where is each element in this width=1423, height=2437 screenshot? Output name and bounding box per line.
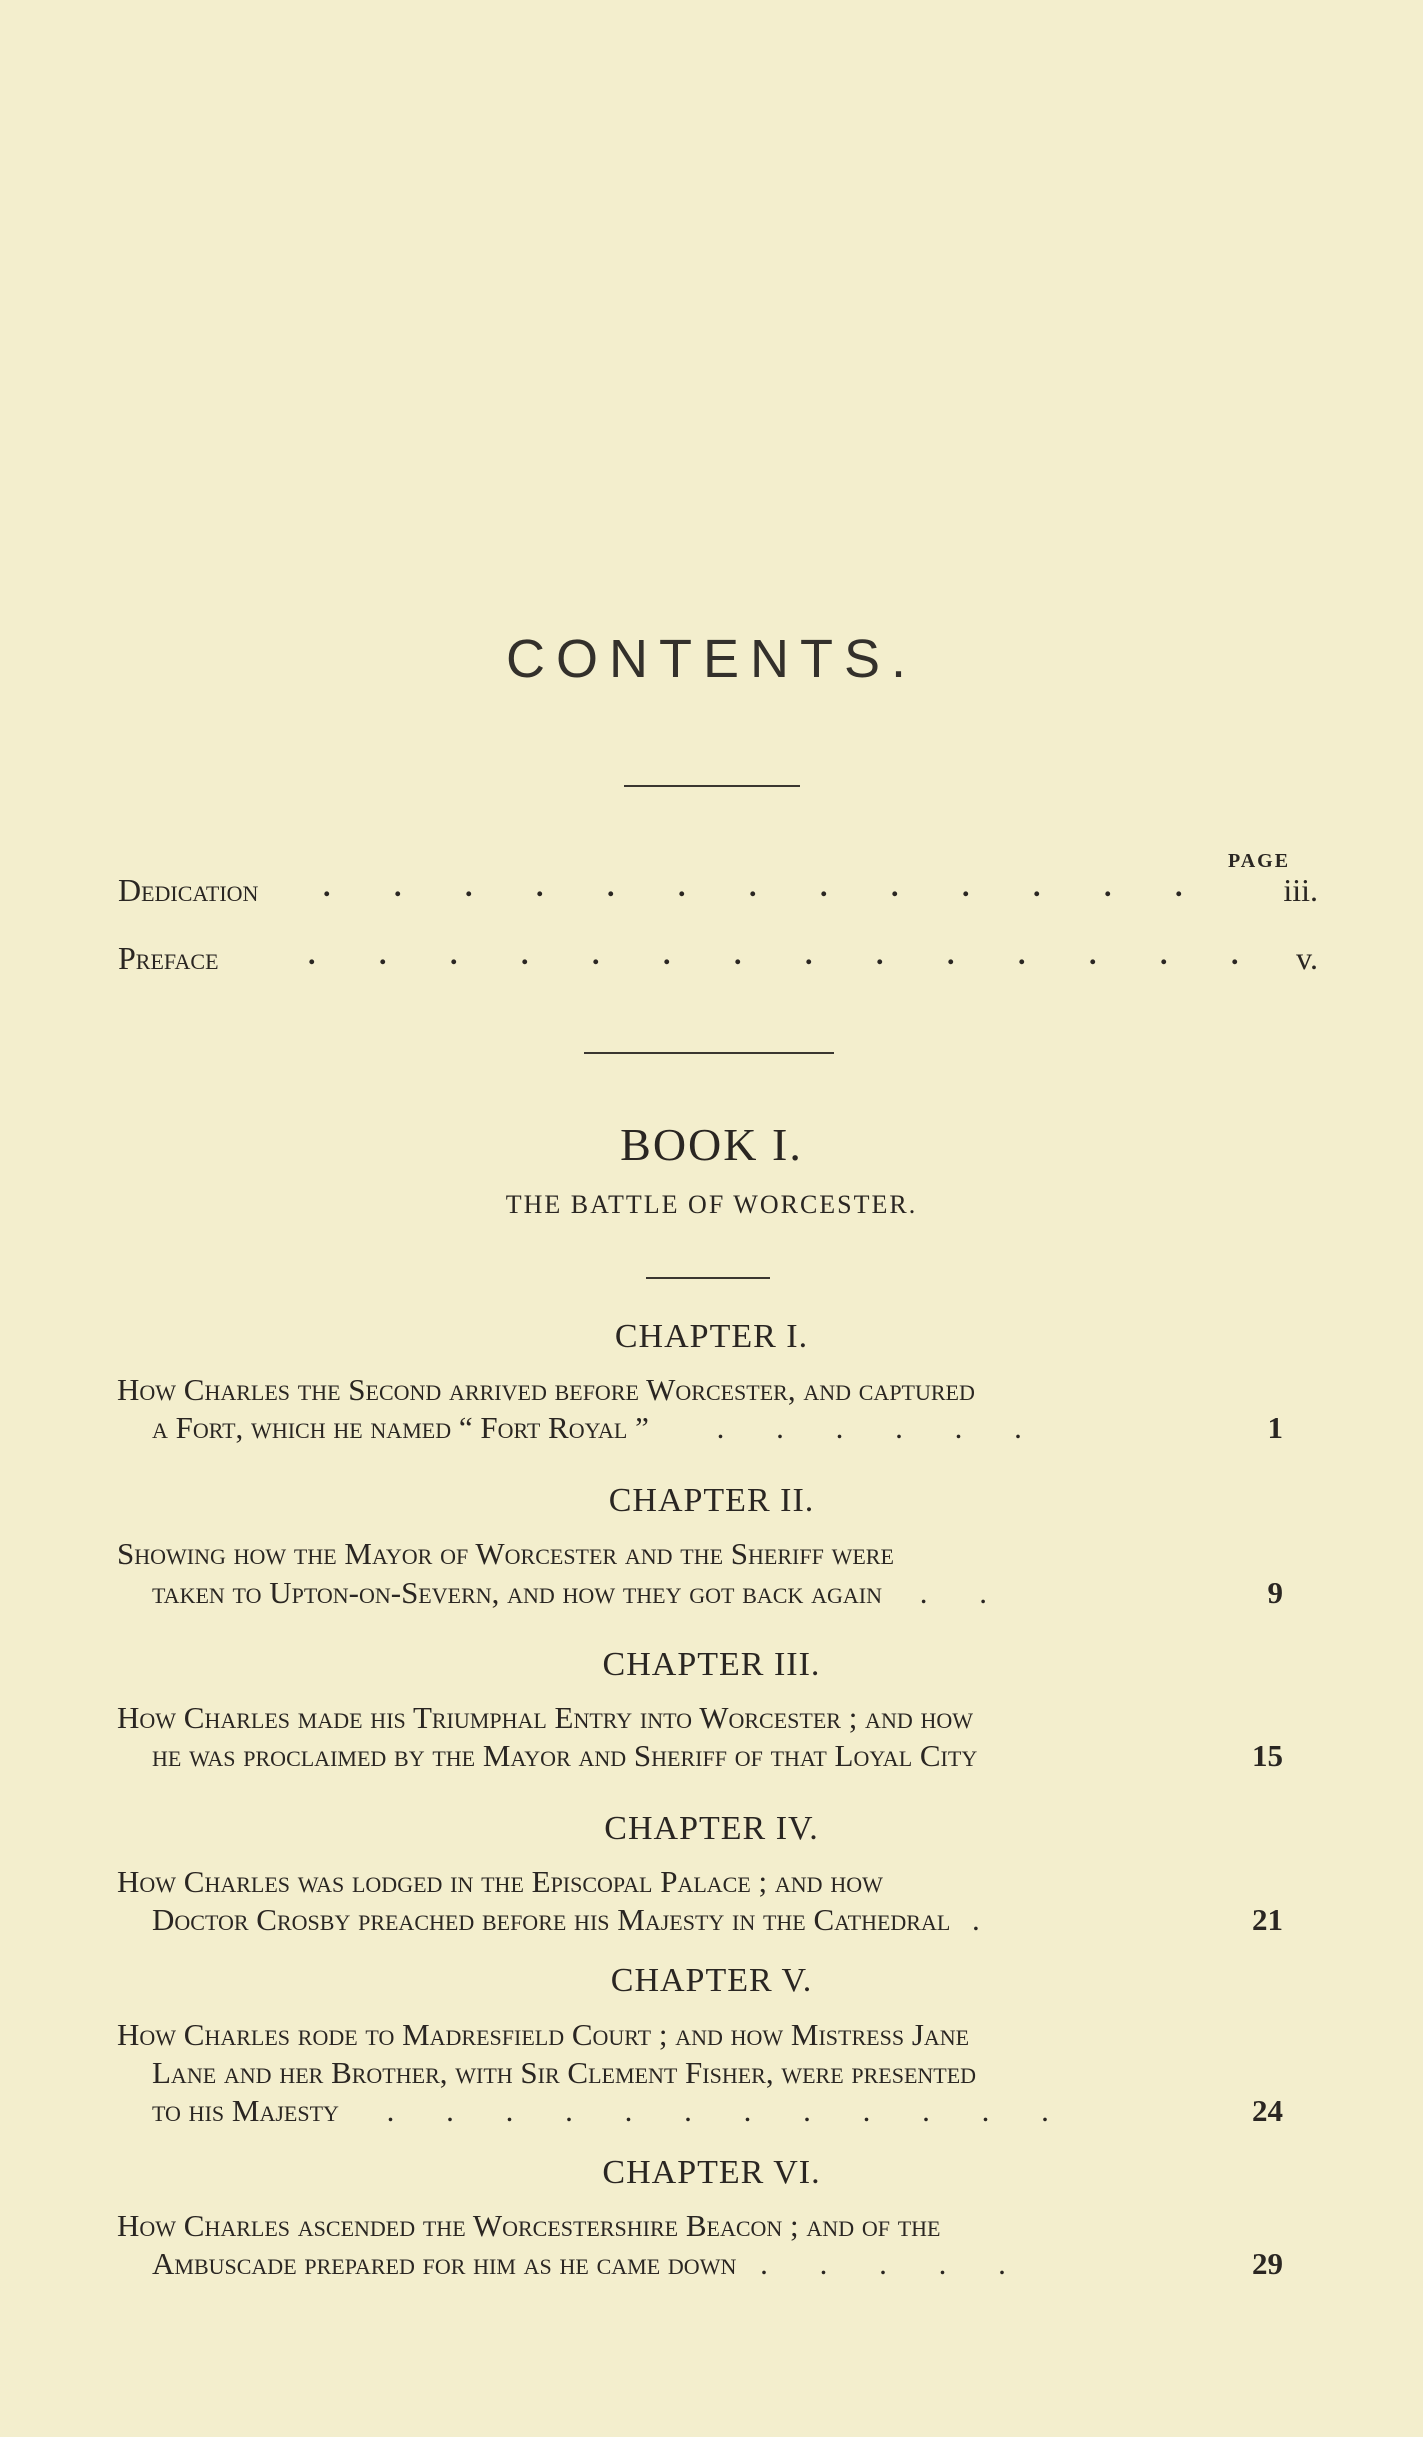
chapter-description[interactable] bbox=[152, 1575, 1287, 1611]
toc-entry-page: iii. bbox=[1283, 872, 1318, 908]
chapter-description-line: Ambuscade prepared for him as he came down bbox=[152, 2246, 737, 2281]
chapter-heading: CHAPTER III. bbox=[602, 1646, 821, 1683]
page-column-label: PAGE bbox=[1228, 850, 1291, 872]
chapter-description[interactable] bbox=[152, 1410, 1287, 1446]
toc-entry-page: v. bbox=[1296, 940, 1318, 976]
chapter-heading: CHAPTER VI. bbox=[602, 2154, 821, 2191]
chapter-description[interactable]: he was proclaimed by the Mayor and Sheriff of that Loyal City bbox=[152, 1738, 978, 1773]
leader-dots: . bbox=[972, 1902, 1002, 1937]
leader-dots: . . bbox=[919, 1575, 1009, 1610]
chapter-page-number: 15 bbox=[1252, 1738, 1283, 1773]
title-rule bbox=[624, 785, 800, 787]
chapter-heading: CHAPTER V. bbox=[610, 1962, 813, 1999]
leader-dots: . . . . . . . . . . . . . bbox=[323, 870, 1211, 903]
toc-entry-preface[interactable] bbox=[118, 940, 1318, 990]
chapter-description[interactable]: Showing how the Mayor of Worcester and the Sheriff were bbox=[117, 1536, 894, 1571]
chapter-description[interactable] bbox=[152, 2246, 1287, 2282]
book-title: BOOK I. bbox=[620, 1119, 803, 1170]
chapter-page-number: 24 bbox=[1252, 2093, 1283, 2128]
leader-dots: . . . . . . bbox=[716, 1410, 1044, 1445]
chapter-page-number: 1 bbox=[1267, 1410, 1283, 1445]
chapter-description[interactable]: How Charles the Second arrived before Worcester, and captured bbox=[117, 1372, 975, 1407]
chapter-description-line: a Fort, which he named “ Fort Royal ” bbox=[152, 1410, 649, 1445]
book-rule bbox=[646, 1277, 770, 1279]
chapter-heading: CHAPTER I. bbox=[614, 1318, 809, 1355]
chapter-description[interactable]: How Charles made his Triumphal Entry into Worcester ; and how bbox=[117, 1700, 974, 1735]
chapter-page-number: 21 bbox=[1252, 1902, 1283, 1937]
section-rule bbox=[584, 1052, 834, 1054]
chapter-description-line: to his Majesty bbox=[152, 2093, 339, 2128]
page-title: CONTENTS. bbox=[505, 629, 917, 689]
chapter-heading: CHAPTER IV. bbox=[604, 1810, 819, 1847]
chapter-page-number: 9 bbox=[1267, 1575, 1283, 1610]
chapter-page-number: 29 bbox=[1252, 2246, 1283, 2281]
chapter-description[interactable] bbox=[152, 2093, 1287, 2129]
chapter-description[interactable]: How Charles rode to Madresfield Court ; and how Mistress Jane bbox=[117, 2017, 970, 2052]
toc-entry-label: Dedication bbox=[118, 872, 259, 908]
chapter-description[interactable]: How Charles was lodged in the Episcopal Palace ; and how bbox=[117, 1864, 883, 1899]
leader-dots: . . . . . . . . . . . . bbox=[386, 2093, 1071, 2128]
chapter-description[interactable]: How Charles ascended the Worcestershire Beacon ; and of the bbox=[117, 2208, 941, 2243]
leader-dots: . . . . . . . . . . . . . . bbox=[308, 938, 1267, 971]
book-subtitle: THE BATTLE OF WORCESTER. bbox=[505, 1190, 918, 1219]
chapter-description[interactable] bbox=[152, 1902, 1287, 1938]
toc-entry-dedication[interactable] bbox=[118, 872, 1318, 922]
leader-dots: . . . . . bbox=[760, 2246, 1028, 2281]
chapter-description[interactable]: Lane and her Brother, with Sir Clement Fisher, were presented bbox=[152, 2055, 977, 2090]
toc-entry-label: Preface bbox=[118, 940, 219, 976]
chapter-description-line: taken to Upton-on-Severn, and how they got back again bbox=[152, 1575, 882, 1610]
chapter-heading: CHAPTER II. bbox=[608, 1482, 815, 1519]
chapter-description-line: Doctor Crosby preached before his Majesty in the Cathedral bbox=[152, 1902, 951, 1937]
